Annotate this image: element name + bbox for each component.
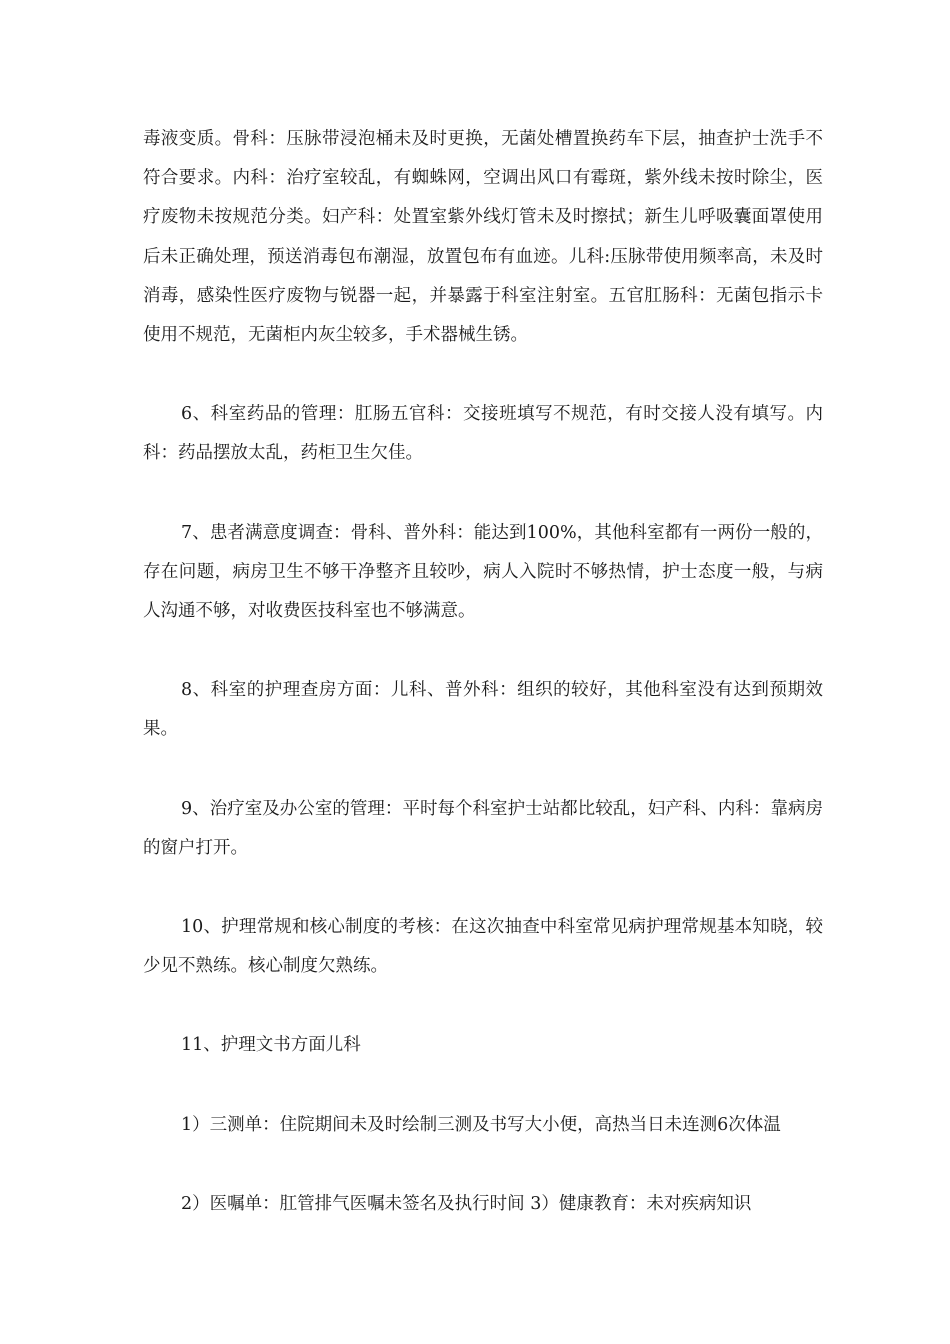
paragraph-item-10: 10、护理常规和核心制度的考核：在这次抽查中科室常见病护理常规基本知晓，较少见不熟练。核心制度欠熟练。 (143, 917, 823, 977)
paragraph-continuation: 毒液变质。骨科：压脉带浸泡桶未及时更换，无菌处槽置换药车下层，抽查护士洗手不符合要求。内科：治疗室较乱，有蜘蛛网，空调出风口有霉斑，紫外线未按时除尘，医疗废物未按规范分类。妇产科：处置室紫外线灯管未及时擦拭；新生儿呼吸囊面罩使用后未正确处理，预送消毒包布潮湿，放置包布有血迹。儿科:压脉带使用频率高，未及时消毒，感染性医疗废物与锐器一起，并暴露于科室注射室。五官肛肠科：无菌包指示卡使用不规范，无菌柜内灰尘较多，手术器械生锈。 (143, 129, 823, 346)
document-body (143, 120, 823, 1224)
paragraph-item-8: 8、科室的护理查房方面：儿科、普外科：组织的较好，其他科室没有达到预期效果。 (143, 680, 823, 740)
paragraph-item-6: 6、科室药品的管理：肛肠五官科：交接班填写不规范，有时交接人没有填写。内科：药品摆放太乱，药柜卫生欠佳。 (143, 404, 823, 464)
paragraph-subitem-2: 2）医嘱单：肛管排气医嘱未签名及执行时间 3）健康教育：未对疾病知识 (181, 1193, 752, 1214)
paragraph-item-7: 7、患者满意度调查：骨科、普外科：能达到100%，其他科室都有一两份一般的，存在问题，病房卫生不够干净整齐且较吵，病人入院时不够热情，护士态度一般，与病人沟通不够，对收费医技科室也不够满意。 (143, 522, 823, 622)
paragraph-item-11: 11、护理文书方面儿科 (181, 1035, 361, 1056)
paragraph-subitem-1: 1）三测单：住院期间未及时绘制三测及书写大小便，高热当日未连测6次体温 (181, 1114, 781, 1135)
paragraph-item-9: 9、治疗室及办公室的管理：平时每个科室护士站都比较乱，妇产科、内科：靠病房的窗户打开。 (143, 798, 823, 858)
